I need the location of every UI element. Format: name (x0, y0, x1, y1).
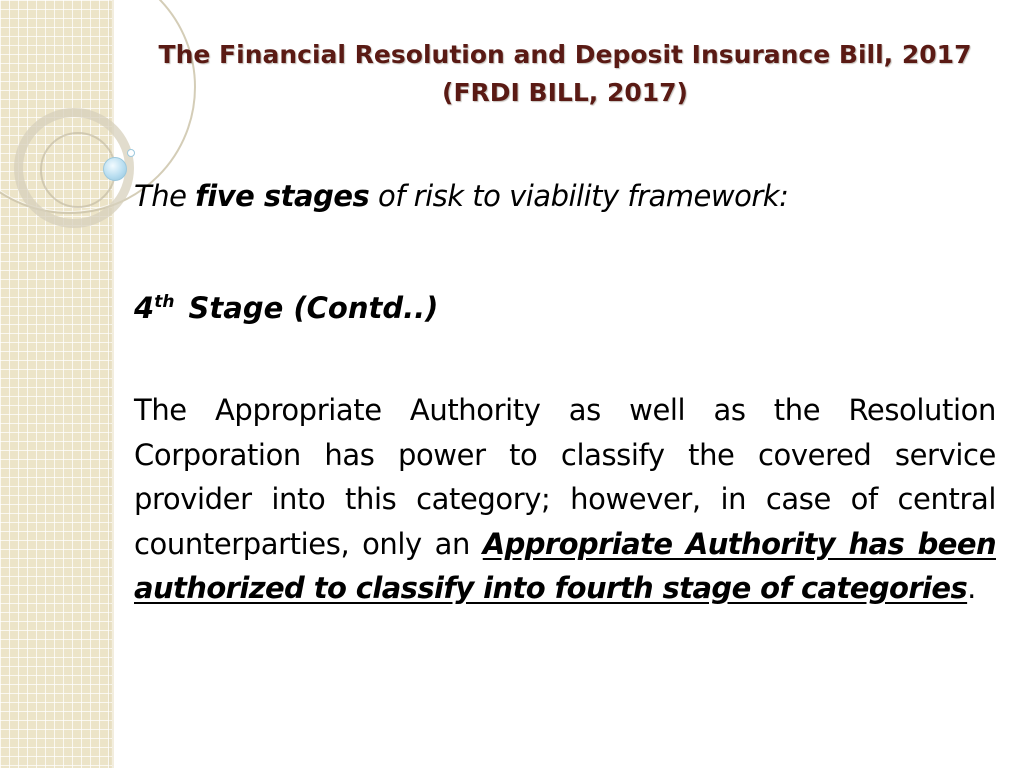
decorative-blue-dot (103, 157, 127, 181)
body-paragraph (134, 388, 996, 611)
stage-ordinal-suffix: th (154, 292, 175, 312)
framework-heading (134, 176, 788, 216)
decorative-small-dot (127, 149, 135, 157)
body-plain-text: The Appropriate Authority as well as the Resolution Corporation has power to classify the covered service provider into this category; however, in case of central counterparties, only an (134, 393, 996, 561)
body-emphasized-text: Appropriate Authority has been authorized to classify into fourth stage of categories (134, 526, 996, 605)
framework-heading-prefix: The (134, 179, 187, 213)
framework-heading-suffix: of risk to viability framework: (377, 179, 789, 213)
body-end-punctuation: . (967, 571, 976, 605)
slide-title-line-1: The Financial Resolution and Deposit Insurance Bill, 2017 (158, 40, 972, 69)
slide-title-line-2: (FRDI BILL, 2017) (442, 78, 688, 107)
framework-heading-emphasis: five stages (195, 179, 370, 213)
stage-label: Stage (Contd..) (188, 291, 439, 325)
stage-heading (134, 282, 438, 328)
slide-title (150, 36, 980, 112)
stage-number: 4 (134, 291, 155, 325)
